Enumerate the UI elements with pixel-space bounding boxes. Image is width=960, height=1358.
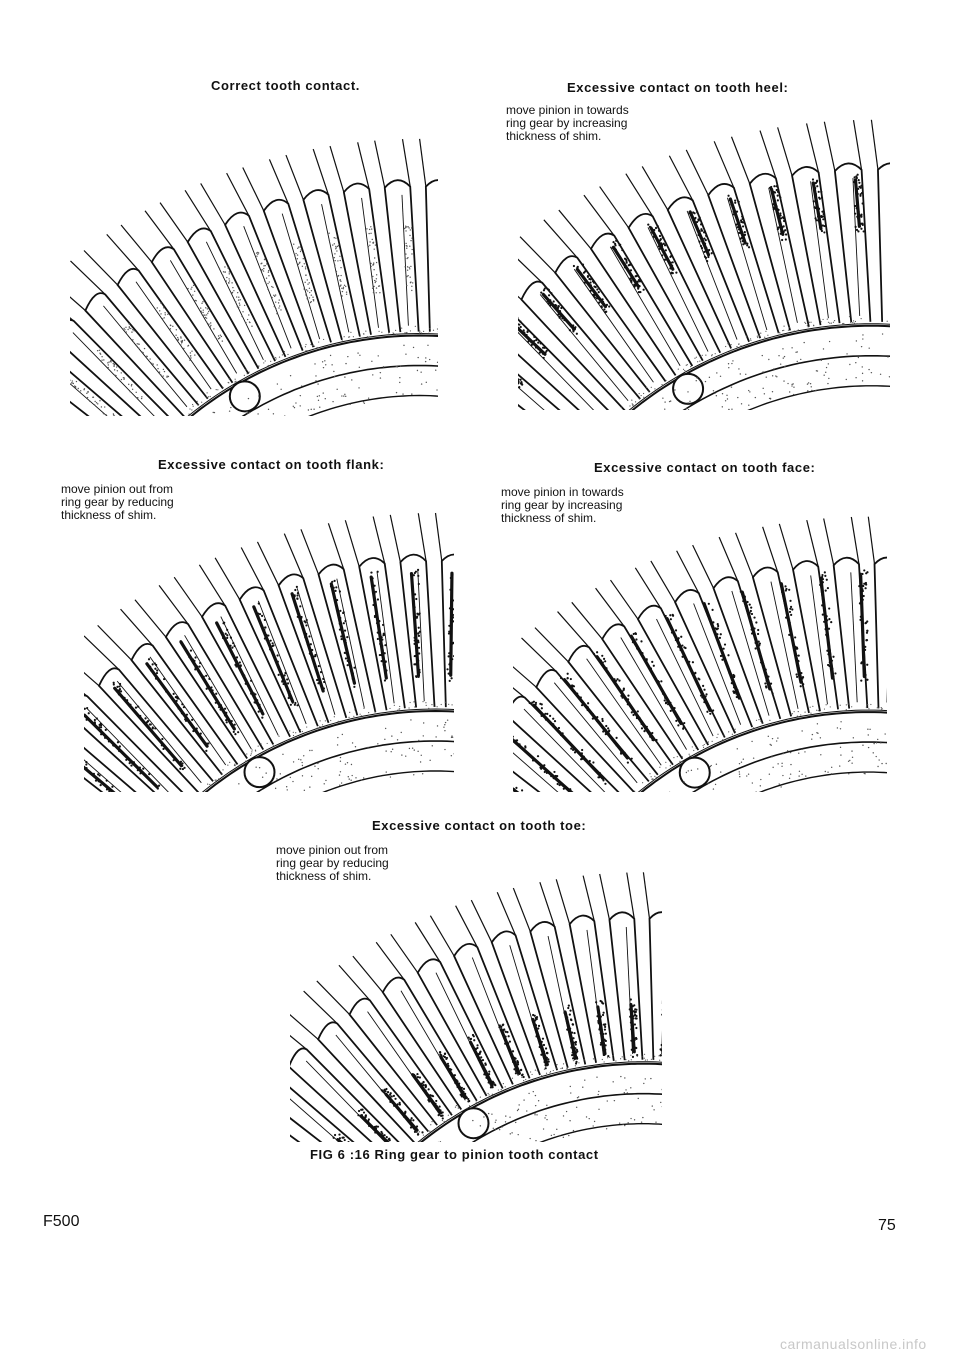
panel-face-heading: Excessive contact on tooth face: — [594, 460, 816, 475]
gear-illustration-flank — [84, 492, 454, 792]
note-line: ring gear by increasing — [506, 116, 628, 130]
gear-illustration-heel — [518, 98, 890, 410]
footer-model-code: F500 — [43, 1213, 80, 1230]
figure-caption: FIG 6 :16 Ring gear to pinion tooth contact — [310, 1147, 599, 1162]
note-line: ring gear by reducing — [61, 495, 174, 509]
panel-heel-heading: Excessive contact on tooth heel: — [567, 80, 789, 95]
note-line: move pinion in towards — [501, 485, 624, 499]
note-line: ring gear by reducing — [276, 856, 389, 870]
note-line: ring gear by increasing — [501, 498, 623, 512]
page-number: 75 — [878, 1217, 896, 1234]
gear-illustration-correct — [70, 118, 438, 416]
gear-illustration-face — [513, 496, 887, 792]
panel-correct-heading: Correct tooth contact. — [211, 78, 360, 93]
note-line: thickness of shim. — [276, 869, 372, 883]
note-line: move pinion in towards — [506, 103, 629, 117]
note-line: move pinion out from — [61, 482, 174, 496]
panel-flank-heading: Excessive contact on tooth flank: — [158, 457, 385, 472]
note-line: thickness of shim. — [506, 129, 602, 143]
watermark: carmanualsonline.info — [780, 1336, 927, 1352]
gear-illustration-toe — [290, 852, 662, 1142]
panel-toe-heading: Excessive contact on tooth toe: — [372, 818, 587, 833]
note-line: thickness of shim. — [501, 511, 597, 525]
note-line: move pinion out from — [276, 843, 389, 857]
note-line: thickness of shim. — [61, 508, 157, 522]
